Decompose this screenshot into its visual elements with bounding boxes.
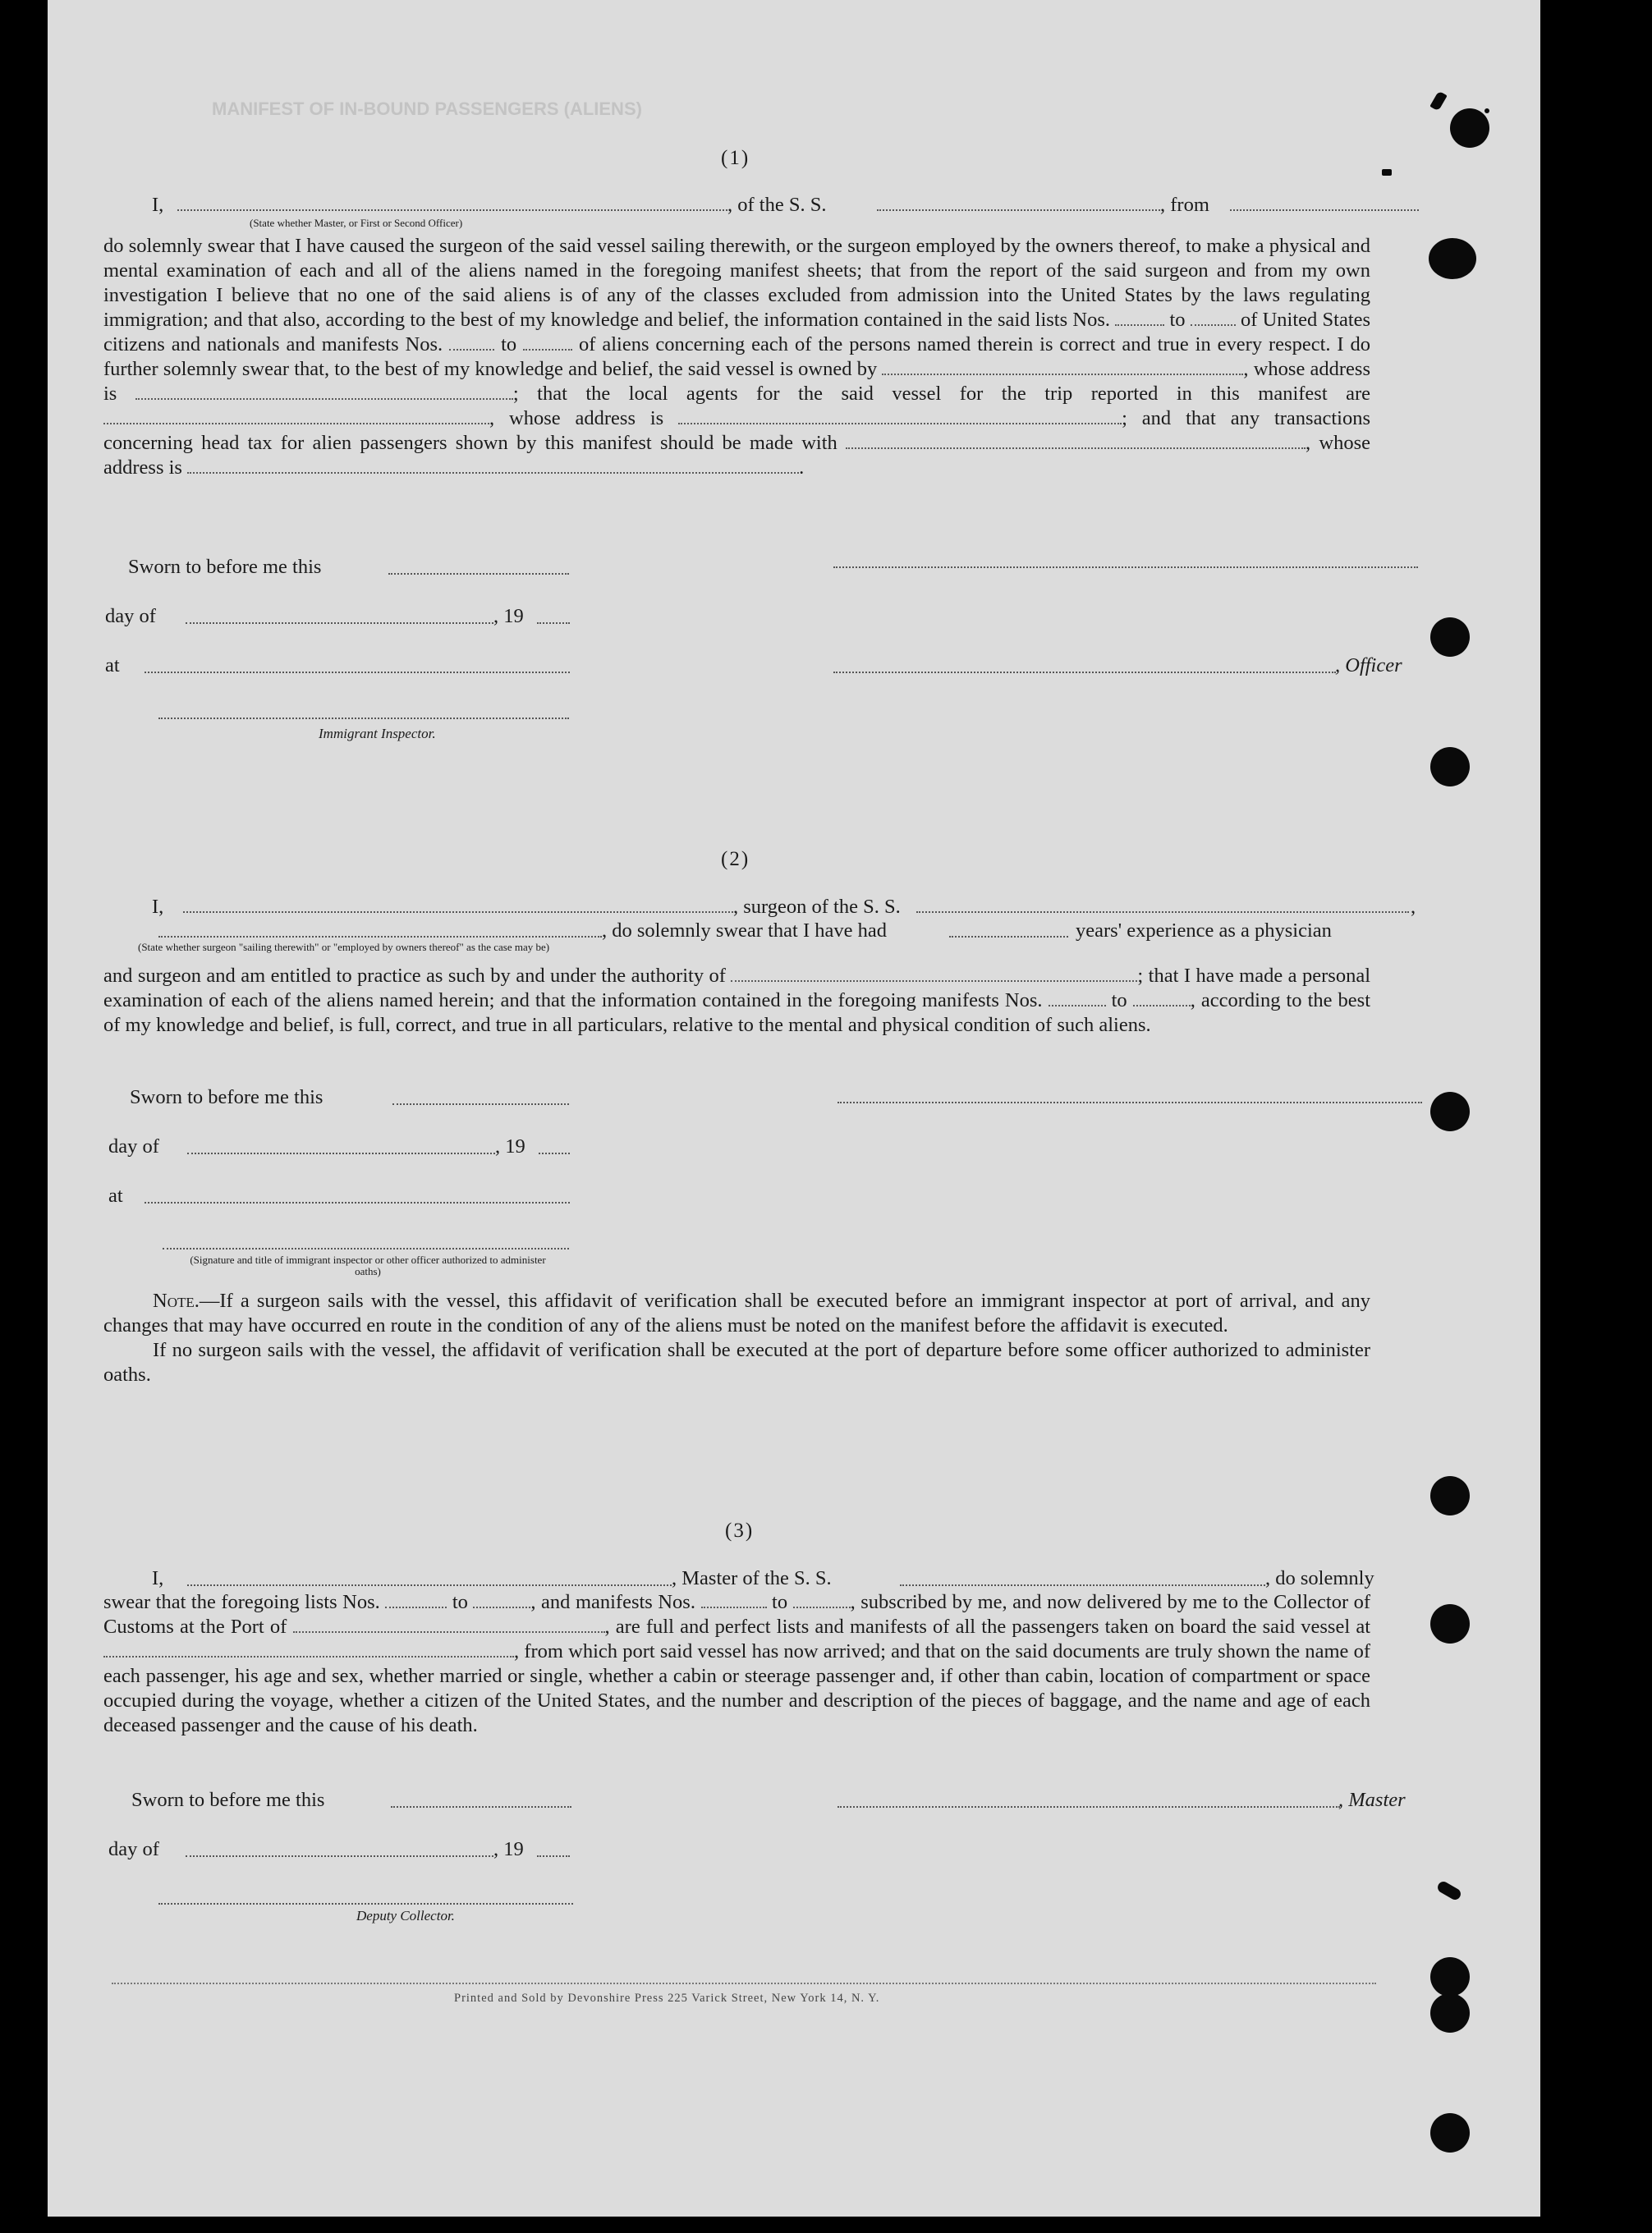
binder-hole-icon — [1430, 1476, 1470, 1515]
s1-head-tax-address-blank[interactable] — [187, 457, 799, 474]
binder-hole-icon — [1430, 1092, 1470, 1131]
s1-day-of-label: day of — [105, 605, 156, 627]
s2-year-blank[interactable] — [539, 1153, 570, 1154]
s1-sworn-label: Sworn to before me this — [128, 556, 322, 578]
s2-year-label: , 19 — [495, 1135, 525, 1158]
s2-years-blank[interactable] — [949, 936, 1068, 938]
s3-i: I, — [152, 1567, 164, 1589]
s3-deputy-signature-blank[interactable] — [158, 1903, 573, 1905]
s3-year-label: , 19 — [493, 1838, 524, 1860]
s2-inspector-signature-blank[interactable] — [163, 1248, 569, 1249]
footer-rule — [112, 1983, 1376, 1984]
binder-hole-icon — [1430, 1604, 1470, 1644]
s3-day-of-label: day of — [108, 1838, 159, 1860]
s2-surgeon-signature-blank[interactable] — [837, 1102, 1422, 1103]
s1-sworn-blank[interactable] — [388, 573, 569, 575]
s2-day-of-label: day of — [108, 1135, 159, 1158]
s3-solemnly: , do solemnly — [1265, 1567, 1374, 1589]
s2-years: years' experience as a physician — [1076, 919, 1332, 942]
s1-i: I, — [152, 194, 164, 216]
s1-manifests-to-blank[interactable] — [523, 334, 572, 351]
s3-departure-port-blank[interactable] — [103, 1641, 514, 1658]
binder-hole-icon — [1430, 1957, 1470, 1997]
s2-surgeon-note: (State whether surgeon "sailing therewith" or "employed by owners thereof" as the case may be) — [138, 941, 550, 953]
s2-surgeon-status-blank[interactable] — [158, 936, 602, 938]
s2-manifests-to-blank[interactable] — [1133, 990, 1191, 1006]
ink-mark-icon — [1436, 1879, 1463, 1901]
section-1-number: (1) — [721, 147, 750, 169]
s1-officer-name-blank[interactable] — [833, 672, 1336, 673]
s1-inspector-label: Immigrant Inspector. — [319, 726, 436, 741]
s3-master-signature-blank[interactable] — [837, 1806, 1340, 1808]
s1-lists-to-blank[interactable] — [1191, 310, 1236, 326]
s3-sworn-blank[interactable] — [391, 1806, 571, 1808]
s1-of-ss: , of the S. S. — [727, 194, 827, 216]
s3-port-blank[interactable] — [293, 1616, 605, 1633]
s1-from-blank[interactable] — [1230, 209, 1419, 211]
s1-officer-label: , Officer — [1335, 654, 1402, 676]
s2-sworn-blank[interactable] — [392, 1103, 569, 1105]
binder-hole-icon — [1430, 1993, 1470, 2033]
binder-hole-icon — [1430, 2113, 1470, 2153]
s2-surgeon-ss: , surgeon of the S. S. — [733, 896, 901, 918]
s1-officer-blank[interactable] — [177, 209, 727, 211]
ink-mark-icon — [1382, 169, 1392, 176]
s1-lists-from-blank[interactable] — [1115, 310, 1164, 326]
s1-year-blank[interactable] — [537, 622, 570, 624]
s2-sworn-label: Sworn to before me this — [130, 1086, 324, 1108]
printer-imprint: Printed and Sold by Devonshire Press 225 Varick Street, New York 14, N. Y. — [454, 1992, 880, 2005]
s2-day-blank[interactable] — [187, 1153, 495, 1154]
s2-note: Note.—If a surgeon sails with the vessel, this affidavit of verification shall be executed before an immigrant inspector at port of arrival, and any changes that may have occurred en route in the condition of any of the aliens must be noted on the manifest before the affidavit is executed. If no surgeon sails with the vessel, the affidavit of verification shall be executed at the port of departure before some officer authorized to administer oaths. — [103, 1290, 1370, 1386]
s2-body: and surgeon and am entitled to practice as such by and under the authority of ; that I have made a personal examination of each of the aliens named herein; and that the information contained in the foregoing manifests Nos. to , according to the best of my knowledge and belief, is full, correct, and true in all particulars, relative to the mental and physical condition of such aliens. — [103, 965, 1371, 1036]
s2-comma: , — [1411, 896, 1416, 918]
s1-at-blank[interactable] — [145, 672, 570, 673]
s1-head-tax-blank[interactable] — [846, 433, 1306, 449]
binder-hole-icon — [1450, 108, 1489, 148]
manifest-page — [48, 0, 1540, 2217]
s1-day-blank[interactable] — [186, 622, 493, 624]
binder-hole-icon — [1430, 617, 1470, 657]
s2-signature-note: (Signature and title of immigrant inspector or other officer authorized to administer oaths) — [190, 1254, 546, 1277]
s3-lists-from-blank[interactable] — [385, 1592, 447, 1608]
s1-owner-address-blank[interactable] — [135, 383, 513, 400]
s2-at-label: at — [108, 1185, 123, 1207]
ink-mark-icon — [1429, 90, 1447, 111]
s3-master-ss: , Master of the S. S. — [672, 1567, 832, 1589]
s3-manifests-from-blank[interactable] — [701, 1592, 767, 1608]
ink-dot-icon — [1485, 108, 1489, 113]
section-2-number: (2) — [721, 848, 750, 870]
s2-manifests-from-blank[interactable] — [1049, 990, 1106, 1006]
s3-ship-blank[interactable] — [900, 1584, 1265, 1586]
s1-agents-address-blank[interactable] — [678, 408, 1122, 424]
s1-at-label: at — [105, 654, 120, 676]
s2-authority-blank[interactable] — [731, 965, 1137, 982]
s3-manifests-to-blank[interactable] — [793, 1592, 851, 1608]
s2-surgeon-name-blank[interactable] — [183, 911, 733, 913]
s1-from: , from — [1160, 194, 1209, 216]
s1-agents-blank[interactable] — [103, 408, 489, 424]
s3-day-blank[interactable] — [186, 1855, 493, 1857]
s1-owner-blank[interactable] — [882, 359, 1243, 375]
s1-body: do solemnly swear that I have caused the surgeon of the said vessel sailing therewith, or the surgeon employed by the owners thereof, to make a physical and mental examination of each and all of the aliens named in the foregoing manifest sheets; that from the report of the said surgeon and from my own investigation I believe that no one of the said aliens is of any of the classes excluded from admission into the United States by the laws regulating immigration; and that also, according to the best of my knowledge and belief, the information contained in the said lists Nos. to of United States citizens and nationals and manifests Nos. to of aliens concerning each of the persons named therein is correct and true in every respect. I do further solemnly swear that, to the best of my knowledge and belief, the said vessel is owned by , whose address is ; that the local agents for the said vessel for the trip reported in this manifest are , whose address is ; and that any transactions concerning head tax for alien passengers shown by this manifest should be made with , whose address is . — [103, 235, 1371, 479]
s1-officer-note: (State whether Master, or First or Second Officer) — [250, 217, 463, 229]
s3-body: swear that the foregoing lists Nos. to , and manifests Nos. to , subscribed by me, and now delivered by me to the Collector of Customs at the Port of , are full and perfect lists and manifests of all the passengers taken on board the said vessel at , from which port said vessel has now arrived; and that on the said documents are truly shown the name of each passenger, his age and sex, whether married or single, whether a cabin or steerage passenger and, if other than cabin, location of compartment or space occupied during the voyage, whether a citizen of the United States, and the number and description of the pieces of baggage, and the name and age of each deceased passenger and the cause of his death. — [103, 1591, 1371, 1736]
binder-hole-icon — [1429, 238, 1476, 279]
bleed-through-text: MANIFEST OF IN-BOUND PASSENGERS (ALIENS) — [212, 99, 642, 119]
s2-at-blank[interactable] — [145, 1202, 570, 1204]
s1-officer-signature-blank[interactable] — [833, 566, 1418, 568]
s3-sworn-label: Sworn to before me this — [131, 1789, 325, 1811]
s2-i: I, — [152, 896, 164, 918]
s3-lists-to-blank[interactable] — [473, 1592, 530, 1608]
s1-year-label: , 19 — [493, 605, 524, 627]
s3-master-label: , Master — [1338, 1789, 1406, 1811]
s1-inspector-signature-blank[interactable] — [158, 718, 569, 719]
s1-manifests-from-blank[interactable] — [449, 334, 494, 351]
section-3-number: (3) — [725, 1520, 755, 1542]
s3-deputy-label: Deputy Collector. — [356, 1908, 455, 1923]
s1-ship-blank[interactable] — [877, 209, 1160, 211]
s3-master-name-blank[interactable] — [187, 1584, 672, 1586]
binder-hole-icon — [1430, 747, 1470, 786]
s2-ship-blank[interactable] — [916, 911, 1409, 913]
s3-year-blank[interactable] — [537, 1855, 570, 1857]
s2-swear: , do solemnly swear that I have had — [602, 919, 887, 942]
